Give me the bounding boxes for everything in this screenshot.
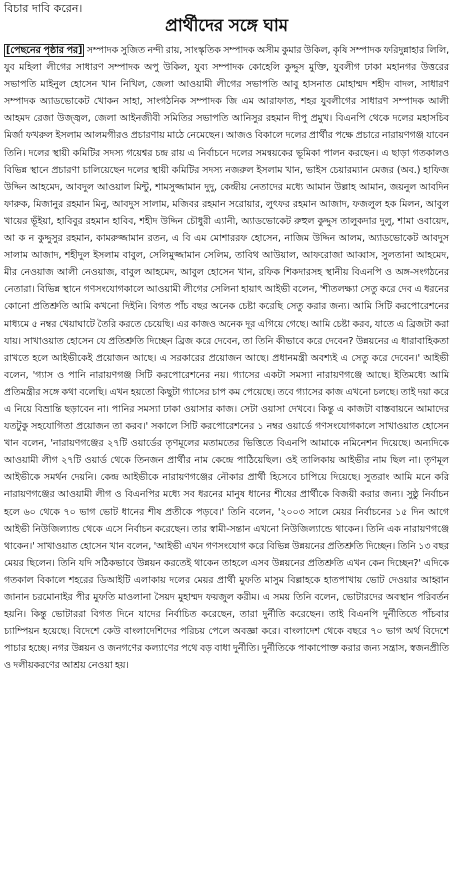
previous-article-tail: বিচার দাবি করেন।: [4, 2, 83, 15]
continued-label: [পেছনের পৃষ্ঠার পর]: [6, 45, 83, 56]
headline: প্রার্থীদের সঙ্গে ঘাম: [165, 16, 288, 36]
article-text: সম্পাদক সুজিত নন্দী রায়, সাংস্কৃতিক সম্পাদক অসীম কুমার উকিল, কৃষি সম্পাদক ফরিদুন্নাহার লিলি, যুব মহিলা লীগের সাধারণ সম্পাদক অপু উকিল, যুব্য সম্পাদক কোহেলি কুদ্দুস মুক্তি, যুবলীগ ঢাকা মহানগর উত্তরের সভাপতি মাইনুল হোসেন খান নিখিল, জেলা আওয়ামী লীগের সভাপতি আবু হাসনাত মোহাম্মদ শহীদ বাদল, সাধারণ সম্পাদক অ্যাডভোকেট খোকন সাহা, সাংগঠনিক সম্পাদক জি এম আরাফাত, শহর যুবলীগের সাধারণ সম্পাদক আলী আহমদ রেজা উজ্জ্বল, জেলা আইনজীবী সমিতির সভাপতি আনিসুর রহমান দীপু প্রমুখ। বিএনপি থেকে দলের মহাসচিব মির্জা ফখরুল ইসলাম আলমগীরও প্রচারণায় মাঠে নেমেছেন। আজও বিকালে দলের প্রার্থীর পক্ষে প্রচারে নারায়ণগঞ্জ যাবেন তিনি। দলের স্থায়ী কমিটির সদস্য গয়েশ্বর চন্দ্র রায় এ নির্বাচনে দলের সমন্বয়কের ভূমিকা পালন করছেন। এ ছাড়া গতকালও বিভিন্ন স্থানে প্রচারণা চালিয়েছেন দলের স্থায়ী কমিটির সদস্য নজরুল ইসলাম খান, ভাইস চেয়ারম্যান মেজর (অব.) হাফিজ উদ্দিন আহমেদ, আবদুল আওয়াল মিন্টু, শামসুজ্জামান দুদু, কেন্দ্রীয় নেতাদের মধ্যে আমান উল্লাহ আমান, জয়নুল আবদিন ফারুক, মিজানুর রহমান মিনু, আবদুস সালাম, মজিবর রহমান সরোয়ার, লুৎফর রহমান আজাদ, ফজলুল হক মিলন, আবুল খায়ের ভূঁইয়া, হাবিবুর রহমান হাবিব, শহীদ উদ্দিন চৌধুরী এ্যানী, অ্যাডভোকেট রুহুল কুদ্দুস তালুকদার দুলু, শামা ওবায়েদ, আ ক ন কুদ্দুসুর রহমান, কামরুজ্জামান রতন, এ বি এম মোশাররফ হোসেন, নাজিম উদ্দিন আলম, অ্যাডভোকেট আবদুস সালাম আজাদ, শহীদুল ইসলাম বাবুল, সেলিমুজ্জামান সেলিম, তাবিথ আউয়াল, আফরোজা আব্বাস, সুলতানা আহমেদ, মীর নেওয়াজ আলী নেওয়াজ, বাবুল আহমেদ, আবুল হোসেন খান, রফিক শিকদারসহ স্থানীয় বিএনপি ও অঙ্গ-সংগঠনের নেতারা। বিভিন্ন স্থানে গণসংযোগকালে আওয়ামী লীগের সেলিনা হায়াৎ আইভী বলেন, 'শীতলক্ষ্যা সেতু করে দেব এ ধরনের কোনো প্রতিশ্রুতি আমি কখনো দিইনি। বিগত পাঁচ বছর অনেক চেষ্টা করেছি সেতু করার জন্য। আমি সিটি করপোরেশনের মাধ্যমে ৫ নম্বর খেয়াঘাটে তৈরি করতে চেয়েছি। এর কাজও অনেক দূর এগিয়ে গেছে। আমি চেষ্টা করব, যাতে এ ব্রিজটা করা যায়। সাখাওয়াত হোসেন যে প্রতিশ্রুতি দিচ্ছেন ব্রিজ করে দেবেন, তা তিনি কীভাবে করে দেবেন? উন্নয়নের এ ধারাবাহিকতা রাখতে হলে আইভীকেই প্রয়োজন আছে। এ সরকারের প্রয়োজন আছে। প্রধানমন্ত্রী অবশ্যই এ সেতু করে দেবেন।' আইভী বলেন, 'গ্যাস ও পানি নারায়ণগঞ্জ সিটি করপোরেশনের নয়। গ্যাসের একটা সমস্যা নারায়ণগঞ্জে আছে। ইতিমধ্যে আমি প্রতিমন্ত্রীর সঙ্গে কথা বলেছি। এখন হয়তো কিছুটা গ্যাসের চাপ কম পেয়েছে। তবে গ্যাসের কাজ এখনো চলছে। তাই দয়া করে এ নিয়ে বিভ্রান্তি ছড়াবেন না। পানির সমস্যা ঢাকা ওয়াসার কাজ। সেটা ওয়াসা দেখবে। কিন্তু এ কাজটা বাস্তবায়নে আমাদের যতটুকু সহযোগিতা প্রয়োজন তা করব।' সকালে সিটি করপোরেশনের ১ নম্বর ওয়ার্ডে গণসংযোগকালে সাখাওয়াত হোসেন খান বলেন, 'নারায়ণগঞ্জের ২৭টি ওয়ার্ডের তৃণমূলের মতামতের ভিত্তিতে বিএনপি আমাকে নমিনেশন দিয়েছে। অন্যদিকে আওয়ামী লীগ ২৭টি ওয়ার্ড থেকে তিনজন প্রার্থীর নাম কেন্দ্রে পাঠিয়েছিল। ওই তালিকায় আইভীর নাম ছিল না। তৃণমূল আইভীকে সমর্থন দেয়নি। কেন্দ্র আইভীকে নারায়ণগঞ্জের নৌকার প্রার্থী হিসেবে চাপিয়ে দিয়েছে। সুতরাং আমি মনে করি নারায়ণগঞ্জের আওয়ামী লীগ ও বিএনপির মধ্যে সব ধরনের মানুষ ধানের শীষের প্রার্থীকে বিজয়ী করার জন্য। সুষ্ঠু নির্বাচন হলে ৬০ থেকে ৭০ ভাগ ভোট ধানের শীষ প্রতীকে পড়বে।' তিনি বলেন, '২০০৩ সালে মেয়র নির্বাচনের ১৫ দিন আগে আইভী নিউজিল্যান্ড থেকে এসে নির্বাচন করেছেন। তার স্বামী-সন্তান এখনো নিউজিল্যান্ডে থাকেন। তিনি এক নারায়ণগঞ্জে থাকেন।' সাখাওয়াত হোসেন খান বলেন, 'আইভী এখন গণসংযোগ করে বিভিন্ন উন্নয়নের প্রতিশ্রুতি দিচ্ছেন। তিনি ১৩ বছর মেয়র ছিলেন। তিনি যদি সঠিকভাবে উন্নয়ন করতেই থাকেন তাহলে এসব উন্নয়নের প্রতিশ্রুতি এখন কেন দিচ্ছেন?' এদিকে গতকাল বিকালে শহরের ডিআইটি এলাকায় দলের মেয়র প্রার্থী মুফতি মাসুম বিল্লাহকে হাতপাখায় ভোট দেওয়ার আহ্বান জানান চরমোনাইর পীর মুফতি মাওলানা সৈয়দ মুহাম্মদ ফয়জুল করীম। এ সময় তিনি বলেন, ভোটারদের অবস্থান পরিবর্তন হয়নি। কিন্তু ভোটাররা বিগত দিনে যাদের নির্বাচিত করেছেন, তারা দুর্নীতি করেছেন। তাই বিএনপি দুর্নীতিতে পাঁচবার চ্যাম্পিয়ন হয়েছে। বিদেশে কেউ বাংলাদেশিদের পরিচয় পেলে অবজ্ঞা করে। বাংলাদেশ থেকে বছরে ৭০ ভাগ অর্থ বিদেশে পাচার হচ্ছে। নগর উন্নয়ন ও জনগণের কল্যাণের পথে বড় বাধা দুর্নীতি। দুর্নীতিকে পাকাপোক্ত করার জন্য সন্ত্রাস, স্বজনপ্রীতি ও দলীয়করণের আশ্রয় নেওয়া হয়।: [4, 45, 449, 672]
article-body: [4, 42, 449, 674]
